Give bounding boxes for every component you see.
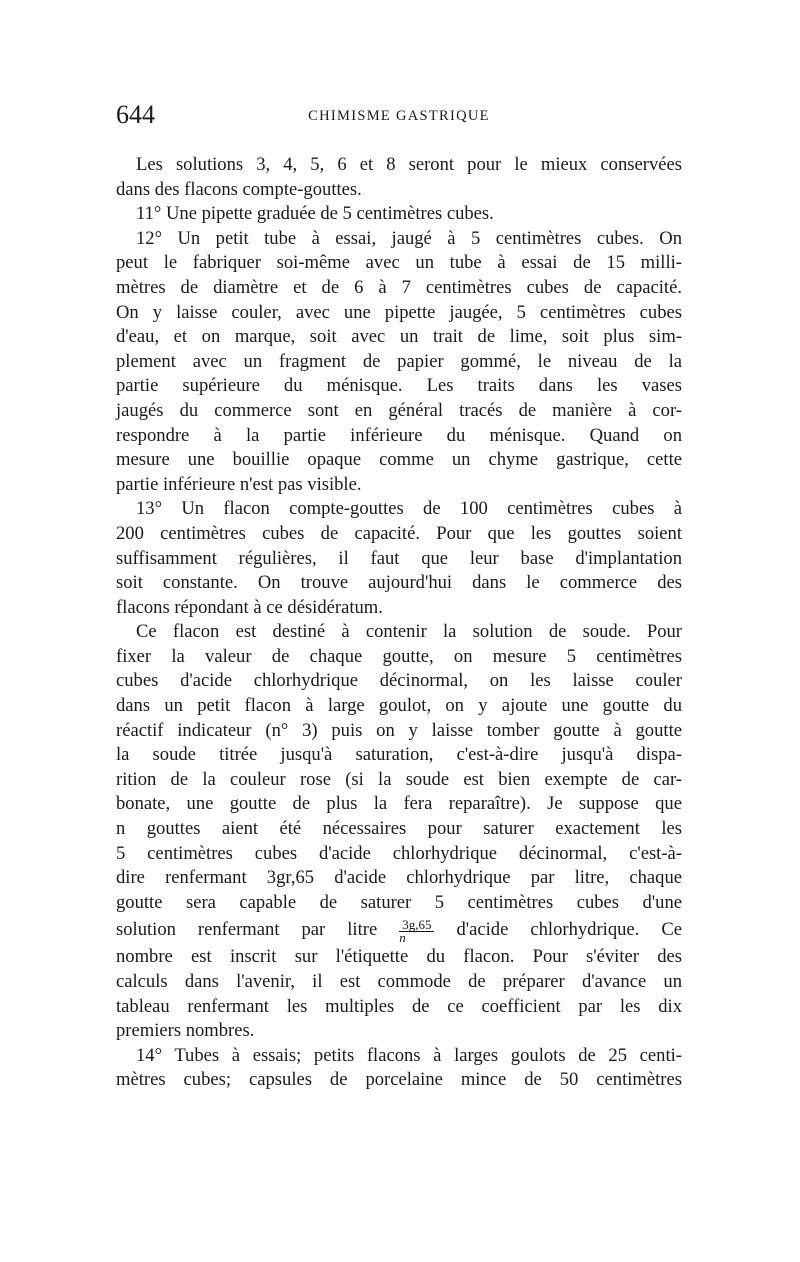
page-number: 644 <box>116 100 155 129</box>
text-line: n gouttes aient été nécessaires pour saturer exactement les <box>116 818 682 840</box>
text-line: Les solutions 3, 4, 5, 6 et 8 seront pour le mieux conservées <box>136 154 682 175</box>
text-line: tableau renfermant les multiples de ce coefficient par les dix <box>116 995 682 1017</box>
text-line: 12° Un petit tube à essai, jaugé à 5 centimètres cubes. On <box>136 227 682 249</box>
text-line: mètres cubes; capsules de porcelaine mince de 50 centimètres <box>116 1069 682 1091</box>
fraction <box>399 916 434 945</box>
text-line: dans un petit flacon à large goulot, on y ajoute une goutte du <box>116 695 682 717</box>
text-line: bonate, une goutte de plus la fera reparaître). Je suppose que <box>116 793 682 815</box>
text-line: suffisamment régulières, il faut que leur base d'implantation <box>116 547 682 569</box>
fraction-denominator: n <box>399 929 406 945</box>
text-line-with-fraction <box>116 915 682 945</box>
text-line: mètres de diamètre et de 6 à 7 centimètres cubes de capacité. <box>116 276 682 298</box>
text-line: peut le fabriquer soi-même avec un tube à essai de 15 milli- <box>116 252 682 274</box>
page-header <box>116 100 682 130</box>
text-line: soit constante. On trouve aujourd'hui dans le commerce des <box>116 572 682 594</box>
text-line: mesure une bouillie opaque comme un chyme gastrique, cette <box>116 449 682 471</box>
text-line: cubes d'acide chlorhydrique décinormal, on les laisse couler <box>116 670 682 692</box>
running-title: CHIMISME GASTRIQUE <box>308 108 490 124</box>
text-segment: solution renfermant par litre <box>116 919 378 941</box>
text-line: On y laisse couler, avec une pipette jaugée, 5 centimètres cubes <box>116 301 682 323</box>
text-line: la soude titrée jusqu'à saturation, c'est-à-dire jusqu'à dispa- <box>116 744 682 766</box>
text-line: partie inférieure n'est pas visible. <box>116 473 362 495</box>
text-line: 13° Un flacon compte-gouttes de 100 centimètres cubes à <box>136 498 682 520</box>
text-line: partie supérieure du ménisque. Les traits dans les vases <box>116 375 682 397</box>
text-line: respondre à la partie inférieure du ménisque. Quand on <box>116 424 682 446</box>
text-line: 11° Une pipette graduée de 5 centimètres cubes. <box>136 203 494 225</box>
text-line: 5 centimètres cubes d'acide chlorhydrique décinormal, c'est-à- <box>116 842 682 864</box>
text-segment: d'acide chlorhydrique. Ce <box>456 919 682 941</box>
text-line: calculs dans l'avenir, il est commode de préparer d'avance un <box>116 971 682 992</box>
fraction-numerator: 3g,65 <box>399 919 434 932</box>
text-line: 200 centimètres cubes de capacité. Pour que les gouttes soient <box>116 522 682 544</box>
text-line: dire renfermant 3gr,65 d'acide chlorhydrique par litre, chaque <box>116 867 682 889</box>
text-line: flacons répondant à ce désidératum. <box>116 596 383 618</box>
text-line: d'eau, et on marque, soit avec un trait de lime, soit plus sim- <box>116 326 682 348</box>
text-line: goutte sera capable de saturer 5 centimètres cubes d'une <box>116 891 682 913</box>
text-line: nombre est inscrit sur l'étiquette du flacon. Pour s'éviter des <box>116 946 682 968</box>
text-line: 14° Tubes à essais; petits flacons à larges goulots de 25 centi- <box>136 1044 682 1066</box>
body-text <box>116 153 682 1093</box>
text-line: plement avec un fragment de papier gommé, le niveau de la <box>116 350 682 372</box>
text-line: dans des flacons compte-gouttes. <box>116 178 362 200</box>
text-line: Ce flacon est destiné à contenir la solution de soude. Pour <box>136 621 682 643</box>
text-line: fixer la valeur de chaque goutte, on mesure 5 centimètres <box>116 645 682 667</box>
text-line: rition de la couleur rose (si la soude est bien exempte de car- <box>116 768 682 790</box>
text-line: premiers nombres. <box>116 1020 255 1042</box>
text-line: jaugés du commerce sont en général tracés de manière à cor- <box>116 399 682 421</box>
text-line: réactif indicateur (n° 3) puis on y laisse tomber goutte à goutte <box>116 719 682 741</box>
